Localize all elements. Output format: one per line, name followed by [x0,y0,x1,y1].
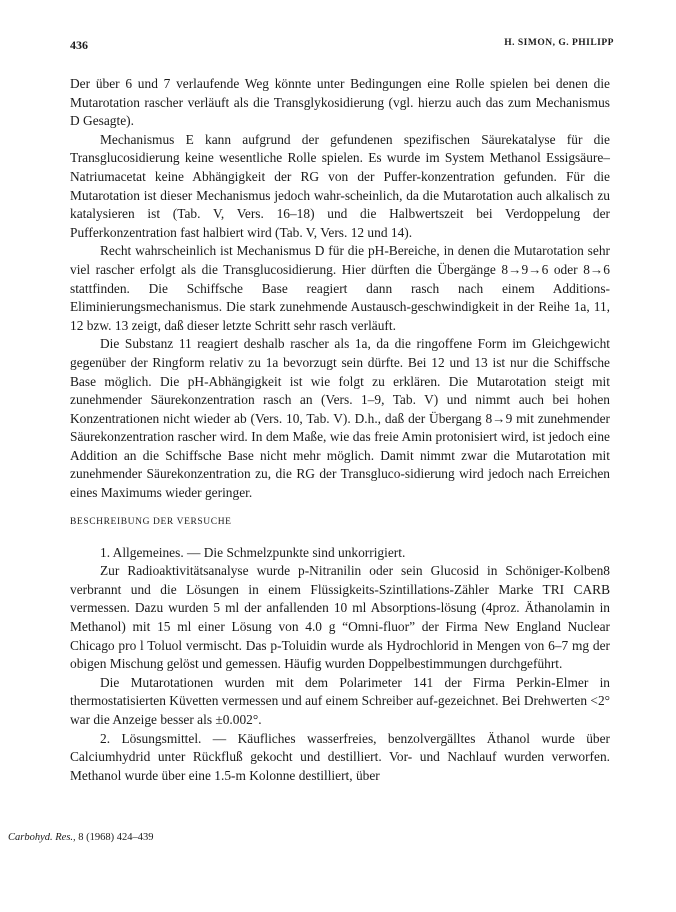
paragraph: Zur Radioaktivitätsanalyse wurde p-Nitranilin oder sein Glucosid in Schöniger-Kolben8 verbrannt und die Lösungen in einem Flüssigkeits-Szintillations-Zähler Marke TRI CARB vermessen. Dazu wurden 5 ml der anfallenden 10 ml Absorptions-lösung (4proz. Äthanolamin in Methanol) mit 15 ml einer Lösung von 4.0 g “Omni-fluor” der Firma New England Nuclear Chicago pro l Toluol vermischt. Das p-Toluidin wurde als Hydrochlorid in Mengen von 6–7 mg der obigen Mischung gelöst und gemessen. Häufig wurden Doppelbestimmungen durchgeführt. [70,563,610,672]
running-title: H. SIMON, G. PHILIPP [504,38,614,48]
paragraph: Mechanismus E kann aufgrund der gefundenen spezifischen Säurekatalyse für die Transglucosidierung keine wesentliche Rolle spielen. Es wurde im System Methanol Essigsäure–Natriumacetat keine Abhängigkeit der RG von der Puffer-konzentration gefunden. Für die Mutarotation ist dieser Mechanismus jedoch wahr-scheinlich, da die Mutarotation auch alkalisch zu katalysieren ist (Tab. V, Vers. 16–18) und die Halbwertszeit bei Verdoppelung der Pufferkonzentration fast halbiert wird (Tab. V, Vers. 12 und 14). [70,131,610,240]
paragraph: Recht wahrscheinlich ist Mechanismus D für die pH-Bereiche, in denen die Mutarotation sehr viel rascher erfolgt als die Transglucosidierung. Hier dürften die Übergänge 8→9→6 oder 8→6 stattfinden. Die Schiffsche Base reagiert dann rasch nach einem Additions-Eliminierungsmechanismus. Die stark zunehmende Austausch-geschwindigkeit in der Reihe 1a, 11, 12 bzw. 13 zeigt, daß dieser letzte Schritt sehr rasch verläuft. [70,243,610,333]
paragraph: Die Substanz 11 reagiert deshalb rascher als 1a, da die ringoffene Form im Gleichgewicht gegenüber der Ringform relativ zu 1a bevorzugt sein dürfte. Bei 12 und 13 ist nur die Schiffsche Base möglich. Die pH-Abhängigkeit ist wie folgt zu erklären. Die Mutarotation steigt mit zunehmender Säurekonzentration rasch an (Vers. 1–9, Tab. V) und nimmt auch bei hohen Konzentrationen nicht wieder ab (Vers. 10, Tab. V). D.h., daß der Übergang 8→9 mit zunehmender Säurekonzentration rascher wird. In dem Maße, wie das freie Amin protonisiert wird, ist jedoch eine Addition an die Schiffsche Base nicht mehr möglich. Damit nimmt zwar die Mutarotation mit zunehmender Säurekonzentration zu, die RG der Transgluco-sidierung wird jedoch nach Erreichen eines Maximums wieder geringer. [70,336,610,501]
journal-citation: 8 (1968) 424–439 [78,832,154,843]
page [62,38,614,783]
section-heading: BESCHREIBUNG DER VERSUCHE [70,516,232,527]
paragraph: Die Mutarotationen wurden mit dem Polarimeter 141 der Firma Perkin-Elmer in thermostatisierten Küvetten vermessen und auf einem Schreiber auf-gezeichnet. Bei Drehwerten <2° war die Anzeige besser als ±0.002°. [70,674,610,727]
paragraph: Der über 6 und 7 verlaufende Weg könnte unter Bedingungen eine Rolle spielen bei denen die Mutarotation rascher verläuft als die Transglykosidierung (vgl. hierzu auch das zum Mechanismus D Gesagte). [70,76,610,129]
paragraph: 1. Allgemeines. — Die Schmelzpunkte sind unkorrigiert. [100,544,406,560]
journal-footer [8,832,154,843]
page-number: 436 [70,38,88,52]
paragraph: 2. Lösungsmittel. — Käufliches wasserfreies, benzolvergälltes Äthanol wurde über Calciumhydrid unter Rückfluß gekocht und destilliert. Vor- und Nachlauf wurden verworfen. Methanol wurde über eine 1.5-m Kolonne destilliert, über [70,730,610,783]
page-header [62,38,614,60]
journal-name: Carbohyd. Res., [8,832,76,843]
article-body [70,75,610,785]
